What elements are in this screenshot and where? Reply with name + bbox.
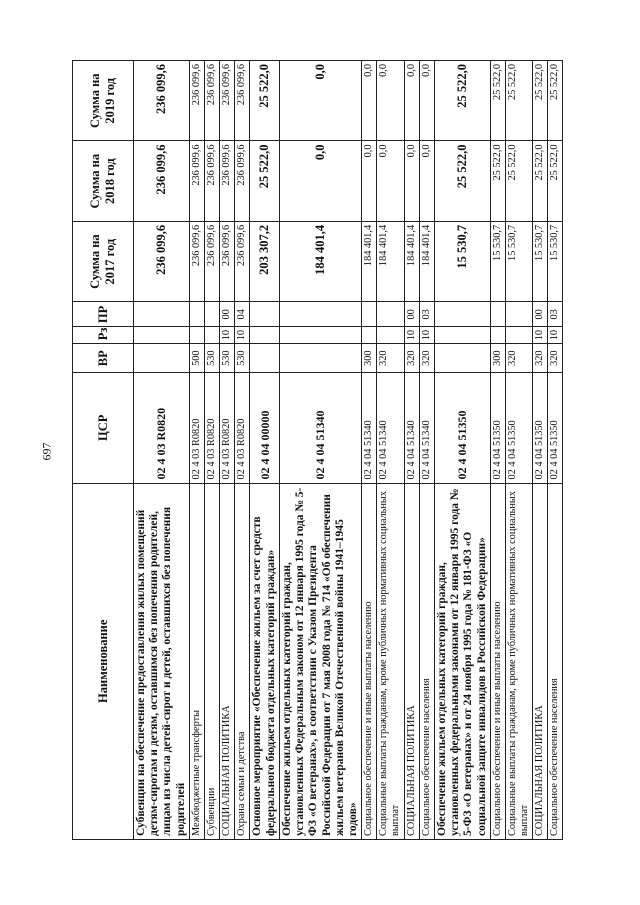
row-csr: 02 4 04 51340 xyxy=(419,373,434,483)
table-row xyxy=(279,61,361,840)
row-sum-2018: 236 099,6 xyxy=(205,141,220,221)
row-sum-2019: 0,0 xyxy=(377,61,404,141)
row-sum-2018: 0,0 xyxy=(279,141,361,221)
row-sum-2017: 15 530,7 xyxy=(533,221,548,301)
budget-table-rotated xyxy=(72,60,576,840)
row-csr: 02 4 03 R0820 xyxy=(220,373,235,483)
row-vr: 320 xyxy=(404,344,419,373)
row-pr: 03 xyxy=(548,302,563,327)
table-row xyxy=(377,61,404,840)
row-vr xyxy=(279,344,361,373)
row-sum-2019: 0,0 xyxy=(419,61,434,141)
row-vr: 530 xyxy=(220,344,235,373)
header-row xyxy=(73,61,134,840)
row-sum-2017: 15 530,7 xyxy=(434,221,490,301)
row-pr xyxy=(134,302,190,327)
header-vr: ВР xyxy=(73,344,134,373)
table-row xyxy=(419,61,434,840)
row-name: СОЦИАЛЬНАЯ ПОЛИТИКА xyxy=(533,483,548,839)
table-row xyxy=(189,61,204,840)
row-vr: 530 xyxy=(235,344,250,373)
row-name: Основное мероприятие «Обеспечение жильем за счет средств федерального бюджета отдельных категорий граждан» xyxy=(250,483,279,839)
row-rz xyxy=(279,327,361,344)
row-sum-2019: 25 522,0 xyxy=(505,61,532,141)
row-vr: 300 xyxy=(362,344,377,373)
row-sum-2018: 236 099,6 xyxy=(189,141,204,221)
row-csr: 02 4 04 51350 xyxy=(548,373,563,483)
row-rz: 10 xyxy=(404,327,419,344)
row-sum-2017: 184 401,4 xyxy=(377,221,404,301)
row-sum-2018: 0,0 xyxy=(377,141,404,221)
row-sum-2019: 0,0 xyxy=(279,61,361,141)
row-sum-2018: 236 099,6 xyxy=(235,141,250,221)
row-sum-2018: 25 522,0 xyxy=(505,141,532,221)
row-sum-2017: 236 099,6 xyxy=(235,221,250,301)
row-name: Социальное обеспечение населения xyxy=(548,483,563,839)
row-sum-2017: 203 307,2 xyxy=(250,221,279,301)
row-name: Обеспечение жильем отдельных категорий граждан, установленных Федеральным законом от 12 января 1995 года № 5-ФЗ «О ветеранах», в соответствии с Указом Президента Российской Федерации от 7 мая 2008 года № 714 «Об обеспечении жильем ветеранов Великой Отечественной войны 1941–1945 годов» xyxy=(279,483,361,839)
row-rz: 10 xyxy=(548,327,563,344)
row-pr xyxy=(279,302,361,327)
row-sum-2019: 236 099,6 xyxy=(189,61,204,141)
table-row xyxy=(220,61,235,840)
row-pr: 00 xyxy=(404,302,419,327)
row-sum-2018: 25 522,0 xyxy=(434,141,490,221)
header-csr: ЦСР xyxy=(73,373,134,483)
row-name: Субвенции xyxy=(205,483,220,839)
row-rz xyxy=(189,327,204,344)
row-vr xyxy=(434,344,490,373)
header-sum-2017: Сумма на 2017 год xyxy=(73,221,134,301)
row-sum-2019: 25 522,0 xyxy=(434,61,490,141)
row-rz xyxy=(134,327,190,344)
row-sum-2019: 0,0 xyxy=(404,61,419,141)
header-sum-2019: Сумма на 2019 год xyxy=(73,61,134,141)
row-sum-2019: 236 099,6 xyxy=(134,61,190,141)
row-rz: 10 xyxy=(419,327,434,344)
row-csr: 02 4 03 R0820 xyxy=(189,373,204,483)
row-sum-2018: 25 522,0 xyxy=(548,141,563,221)
row-sum-2017: 236 099,6 xyxy=(134,221,190,301)
table-row xyxy=(205,61,220,840)
row-csr: 02 4 04 51350 xyxy=(533,373,548,483)
row-pr: 00 xyxy=(533,302,548,327)
row-vr: 320 xyxy=(548,344,563,373)
row-csr: 02 4 03 R0820 xyxy=(235,373,250,483)
row-csr: 02 4 04 51350 xyxy=(490,373,505,483)
row-pr xyxy=(377,302,404,327)
row-name: Социальное обеспечение и иные выплаты населению xyxy=(362,483,377,839)
row-csr: 02 4 04 51350 xyxy=(434,373,490,483)
row-sum-2018: 25 522,0 xyxy=(490,141,505,221)
row-sum-2017: 184 401,4 xyxy=(279,221,361,301)
row-vr: 320 xyxy=(419,344,434,373)
row-csr: 02 4 04 51340 xyxy=(404,373,419,483)
header-sum-2018: Сумма на 2018 год xyxy=(73,141,134,221)
row-rz: 10 xyxy=(235,327,250,344)
row-sum-2019: 0,0 xyxy=(362,61,377,141)
header-rz: Рз xyxy=(73,327,134,344)
row-pr: 04 xyxy=(235,302,250,327)
row-name: Обеспечение жильем отдельных категорий граждан, установленных федеральными законами от 12 января 1995 года № 5-ФЗ «О ветеранах» и от 24 ноября 1995 года № 181-ФЗ «О социальной защите инвалидов в Российской Федерации» xyxy=(434,483,490,839)
row-vr xyxy=(250,344,279,373)
row-sum-2017: 184 401,4 xyxy=(419,221,434,301)
row-sum-2017: 184 401,4 xyxy=(362,221,377,301)
row-vr: 500 xyxy=(189,344,204,373)
row-sum-2019: 236 099,6 xyxy=(220,61,235,141)
row-sum-2019: 25 522,0 xyxy=(490,61,505,141)
row-vr: 320 xyxy=(505,344,532,373)
row-pr: 00 xyxy=(220,302,235,327)
budget-table xyxy=(72,60,563,840)
row-sum-2018: 25 522,0 xyxy=(250,141,279,221)
row-csr: 02 4 03 R0820 xyxy=(205,373,220,483)
row-vr: 320 xyxy=(533,344,548,373)
row-csr: 02 4 03 R0820 xyxy=(134,373,190,483)
table-row xyxy=(548,61,563,840)
row-csr: 02 4 04 51350 xyxy=(505,373,532,483)
row-name: СОЦИАЛЬНАЯ ПОЛИТИКА xyxy=(220,483,235,839)
table-row xyxy=(250,61,279,840)
row-rz xyxy=(377,327,404,344)
table-row xyxy=(362,61,377,840)
table-row xyxy=(533,61,548,840)
row-name: СОЦИАЛЬНАЯ ПОЛИТИКА xyxy=(404,483,419,839)
row-sum-2019: 25 522,0 xyxy=(548,61,563,141)
row-sum-2017: 236 099,6 xyxy=(189,221,204,301)
row-sum-2017: 15 530,7 xyxy=(505,221,532,301)
row-pr xyxy=(250,302,279,327)
row-sum-2017: 236 099,6 xyxy=(205,221,220,301)
page-number: 697 xyxy=(39,442,54,460)
row-sum-2018: 0,0 xyxy=(419,141,434,221)
row-sum-2017: 184 401,4 xyxy=(404,221,419,301)
table-row xyxy=(505,61,532,840)
row-name: Социальное обеспечение населения xyxy=(419,483,434,839)
row-sum-2019: 236 099,6 xyxy=(235,61,250,141)
row-sum-2017: 15 530,7 xyxy=(548,221,563,301)
row-vr xyxy=(134,344,190,373)
row-sum-2017: 15 530,7 xyxy=(490,221,505,301)
table-row xyxy=(404,61,419,840)
table-row xyxy=(490,61,505,840)
table-row xyxy=(434,61,490,840)
row-pr xyxy=(490,302,505,327)
row-rz xyxy=(250,327,279,344)
row-name: Социальные выплаты гражданам, кроме публичных нормативных социальных выплат xyxy=(377,483,404,839)
row-sum-2019: 25 522,0 xyxy=(250,61,279,141)
row-name: Социальное обеспечение и иные выплаты населению xyxy=(490,483,505,839)
row-sum-2018: 0,0 xyxy=(404,141,419,221)
row-pr xyxy=(189,302,204,327)
row-sum-2018: 236 099,6 xyxy=(220,141,235,221)
row-vr: 530 xyxy=(205,344,220,373)
row-sum-2019: 25 522,0 xyxy=(533,61,548,141)
row-name: Социальные выплаты гражданам, кроме публичных нормативных социальных выплат xyxy=(505,483,532,839)
row-name: Межбюджетные трансферты xyxy=(189,483,204,839)
table-row xyxy=(235,61,250,840)
row-sum-2019: 236 099,6 xyxy=(205,61,220,141)
row-sum-2018: 0,0 xyxy=(362,141,377,221)
row-csr: 02 4 04 00000 xyxy=(250,373,279,483)
row-sum-2018: 236 099,6 xyxy=(134,141,190,221)
row-sum-2017: 236 099,6 xyxy=(220,221,235,301)
row-rz: 10 xyxy=(533,327,548,344)
row-csr: 02 4 04 51340 xyxy=(377,373,404,483)
row-pr xyxy=(205,302,220,327)
row-pr: 03 xyxy=(419,302,434,327)
row-pr xyxy=(362,302,377,327)
table-row xyxy=(134,61,190,840)
row-rz: 10 xyxy=(220,327,235,344)
row-rz xyxy=(362,327,377,344)
header-pr: ПР xyxy=(73,302,134,327)
row-csr: 02 4 04 51340 xyxy=(279,373,361,483)
row-name: Субвенции на обеспечение предоставления жилых помещений детям-сиротам и детям, оставшимся без попечения родителей, лицам из числа детей-сирот и детей, оставшихся без попечения родителей xyxy=(134,483,190,839)
row-rz xyxy=(505,327,532,344)
row-rz xyxy=(490,327,505,344)
header-name: Наименование xyxy=(73,483,134,839)
row-vr: 300 xyxy=(490,344,505,373)
row-pr xyxy=(434,302,490,327)
row-vr: 320 xyxy=(377,344,404,373)
row-name: Охрана семьи и детства xyxy=(235,483,250,839)
row-pr xyxy=(505,302,532,327)
row-sum-2018: 25 522,0 xyxy=(533,141,548,221)
row-csr: 02 4 04 51340 xyxy=(362,373,377,483)
row-rz xyxy=(434,327,490,344)
row-rz xyxy=(205,327,220,344)
